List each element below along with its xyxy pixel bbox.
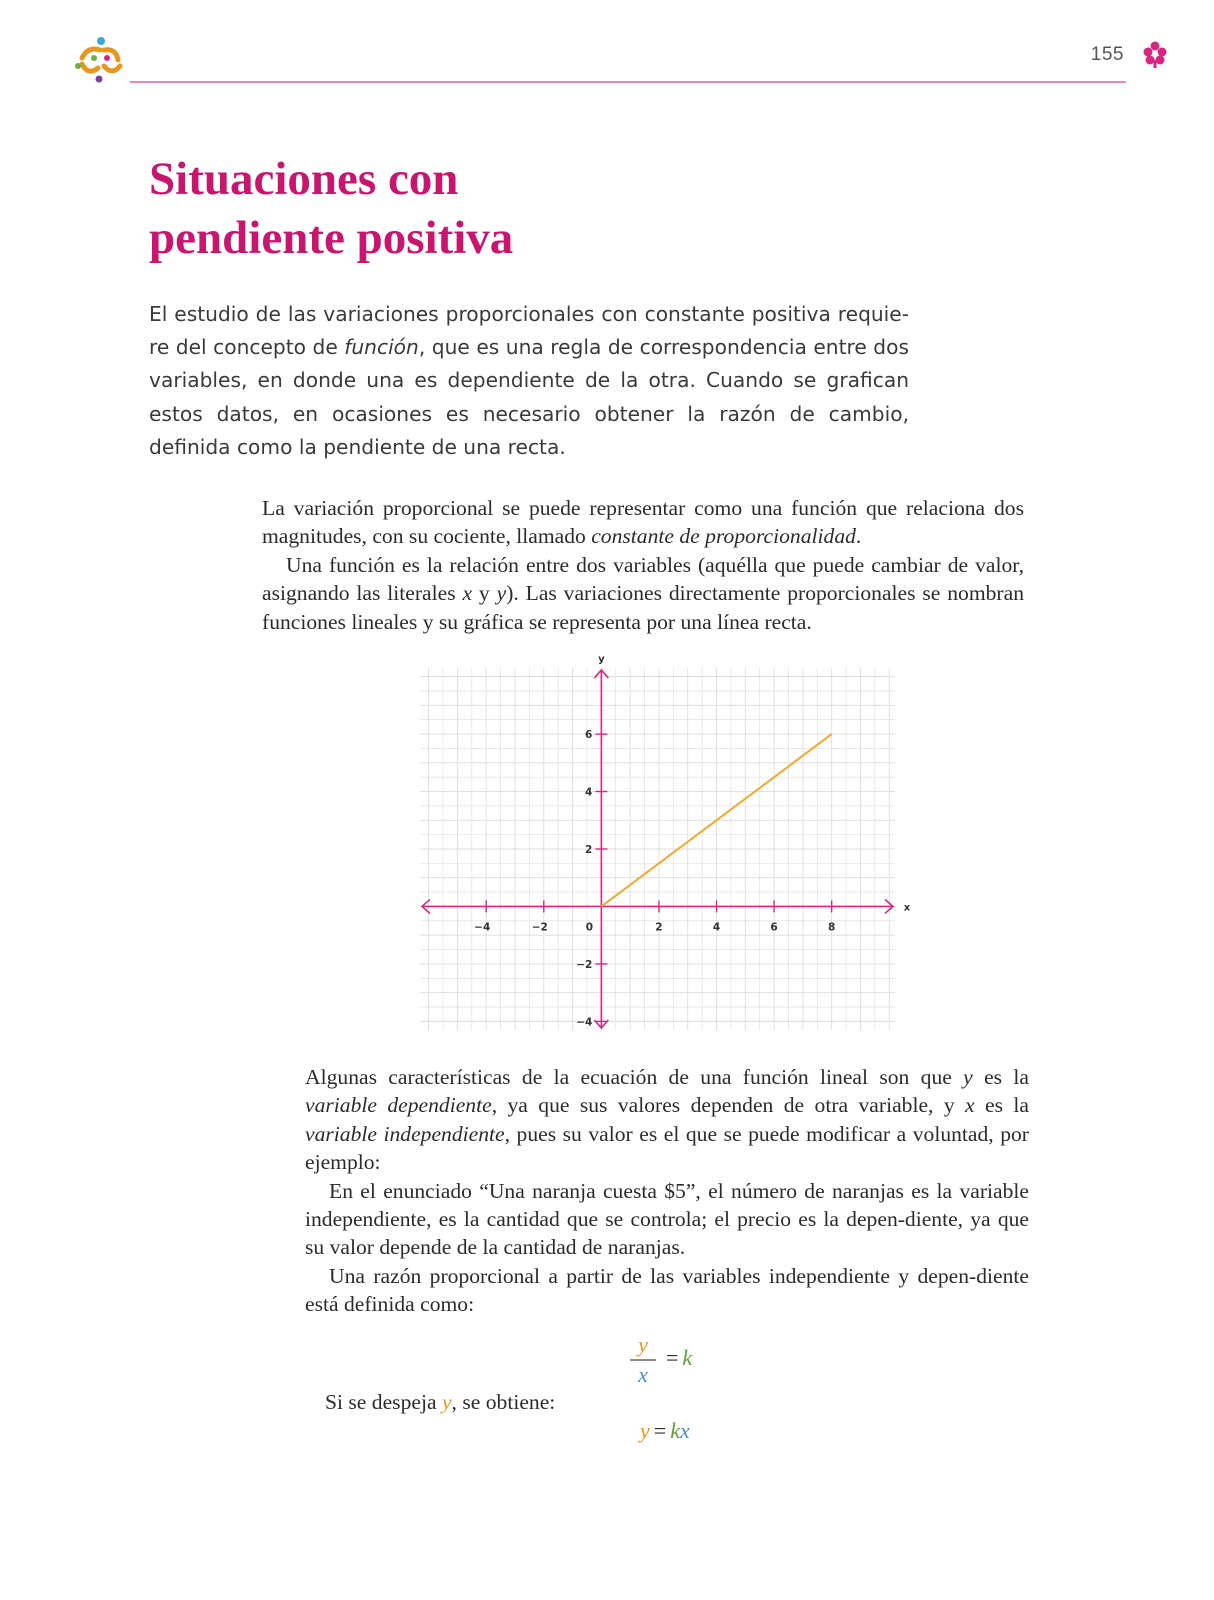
block1-text-5: ). Las variaciones directamente proporcionales se nombran funciones lineales y su gráfica se representa por una línea recta. — [262, 581, 1025, 634]
formula2-equals: = — [653, 1418, 667, 1443]
x-tick-label: 4 — [712, 921, 721, 934]
x-axis-label: x — [903, 902, 911, 914]
x-tick-label: −4 — [474, 921, 491, 934]
linear-formula — [640, 1418, 690, 1444]
y-tick-label: 2 — [585, 844, 593, 856]
page-title — [149, 150, 849, 268]
book-logo-icon — [74, 36, 124, 84]
y-axis-label: y — [598, 654, 605, 665]
block2-text-e: , pues su valor es el que se puede modificar a voluntad, por ejemplo: — [305, 1121, 1029, 1175]
constant-k: k — [682, 1345, 693, 1370]
block1-text-4: y — [472, 581, 497, 606]
page-number: 155 — [1090, 44, 1124, 65]
block1-var-y: y — [496, 581, 507, 606]
y-tick-label: −2 — [576, 958, 593, 971]
flower-ornament-icon — [1142, 40, 1168, 68]
intro-text-2: , que es una regla de correspondencia entre dos variables, en donde una es dependiente de la otra. Cuando se grafican estos datos, en ocasiones es necesario obtener la razón de cambio, definida como la pendiente de una recta. — [149, 335, 909, 459]
block2-text-b: es la — [972, 1065, 1029, 1089]
linear-function-graph — [420, 650, 930, 1045]
definition-block — [262, 494, 1024, 636]
title-line-2: pendiente positiva — [149, 212, 514, 264]
despeje-text-1: Si se despeja — [325, 1390, 442, 1414]
despeje-text-2: , se obtiene: — [451, 1390, 556, 1414]
block2-text-d: es la — [974, 1093, 1029, 1118]
origin-label: 0 — [585, 921, 594, 934]
x-tick-label: −2 — [531, 921, 548, 934]
title-line-1: Situaciones con — [149, 153, 459, 205]
ratio-formula — [628, 1333, 718, 1389]
characteristics-paragraph-2: En el enunciado “Una naranja cuesta $5”, el número de naranjas es la variable independiente, es la cantidad que se controla; el precio es la depen-diente, ya que su valor depende de la cantidad de naranjas. — [305, 1178, 1029, 1260]
formula2-x: x — [679, 1418, 690, 1443]
y-tick-label: −4 — [576, 1016, 593, 1029]
block1-text-3: Una función es la relación entre dos variables (aquélla que puede cambiar de valor, asignando las literales — [262, 552, 1024, 606]
formula2-k: k — [670, 1418, 680, 1443]
block2-term-dependiente: variable dependiente — [305, 1093, 492, 1118]
fraction-denominator: x — [638, 1361, 648, 1387]
x-tick-label: 2 — [655, 921, 663, 934]
block1-text-1: La variación proporcional se puede representar como una función que relaciona dos magnitudes, con su cociente, llamado — [262, 496, 1024, 549]
intro-term: función — [344, 335, 419, 360]
y-tick-label: 4 — [585, 786, 593, 799]
block2-text-c: , ya que sus valores dependen de otra variable, y — [491, 1093, 966, 1118]
intro-text-1: El estudio de las variaciones proporcionales con constante positiva requie-re del concepto de — [149, 302, 909, 360]
block2-var-y: y — [963, 1065, 973, 1089]
characteristics-paragraph-1 — [305, 1063, 1029, 1177]
despeje-var-y: y — [441, 1390, 452, 1414]
fraction — [628, 1333, 658, 1389]
ratio-formula-result — [662, 1345, 692, 1371]
x-tick-label: 8 — [828, 921, 836, 934]
block2-term-independiente: variable independiente — [305, 1121, 505, 1146]
characteristics-paragraph-3: Una razón proporcional a partir de las variables independiente y depen-diente está definida como: — [305, 1263, 1029, 1317]
y-tick-label: 6 — [585, 729, 593, 742]
block1-text-2: . — [855, 524, 862, 549]
header-rule — [130, 81, 1126, 83]
definition-paragraph-1 — [262, 494, 1024, 551]
characteristics-block — [305, 1063, 1029, 1319]
equals-sign: = — [666, 1345, 679, 1370]
fraction-numerator: y — [638, 1332, 648, 1357]
definition-paragraph-2 — [262, 551, 1024, 636]
block1-term: constante de proporcionalidad — [591, 524, 856, 549]
block2-text-a: Algunas características de la ecuación de una función lineal son que — [305, 1065, 964, 1089]
block2-var-x: x — [965, 1093, 975, 1118]
intro-paragraph — [149, 298, 909, 464]
block1-var-x: x — [462, 581, 473, 606]
formula2-y: y — [640, 1418, 650, 1443]
x-tick-label: 6 — [770, 921, 778, 934]
solve-for-y-text — [325, 1390, 555, 1415]
